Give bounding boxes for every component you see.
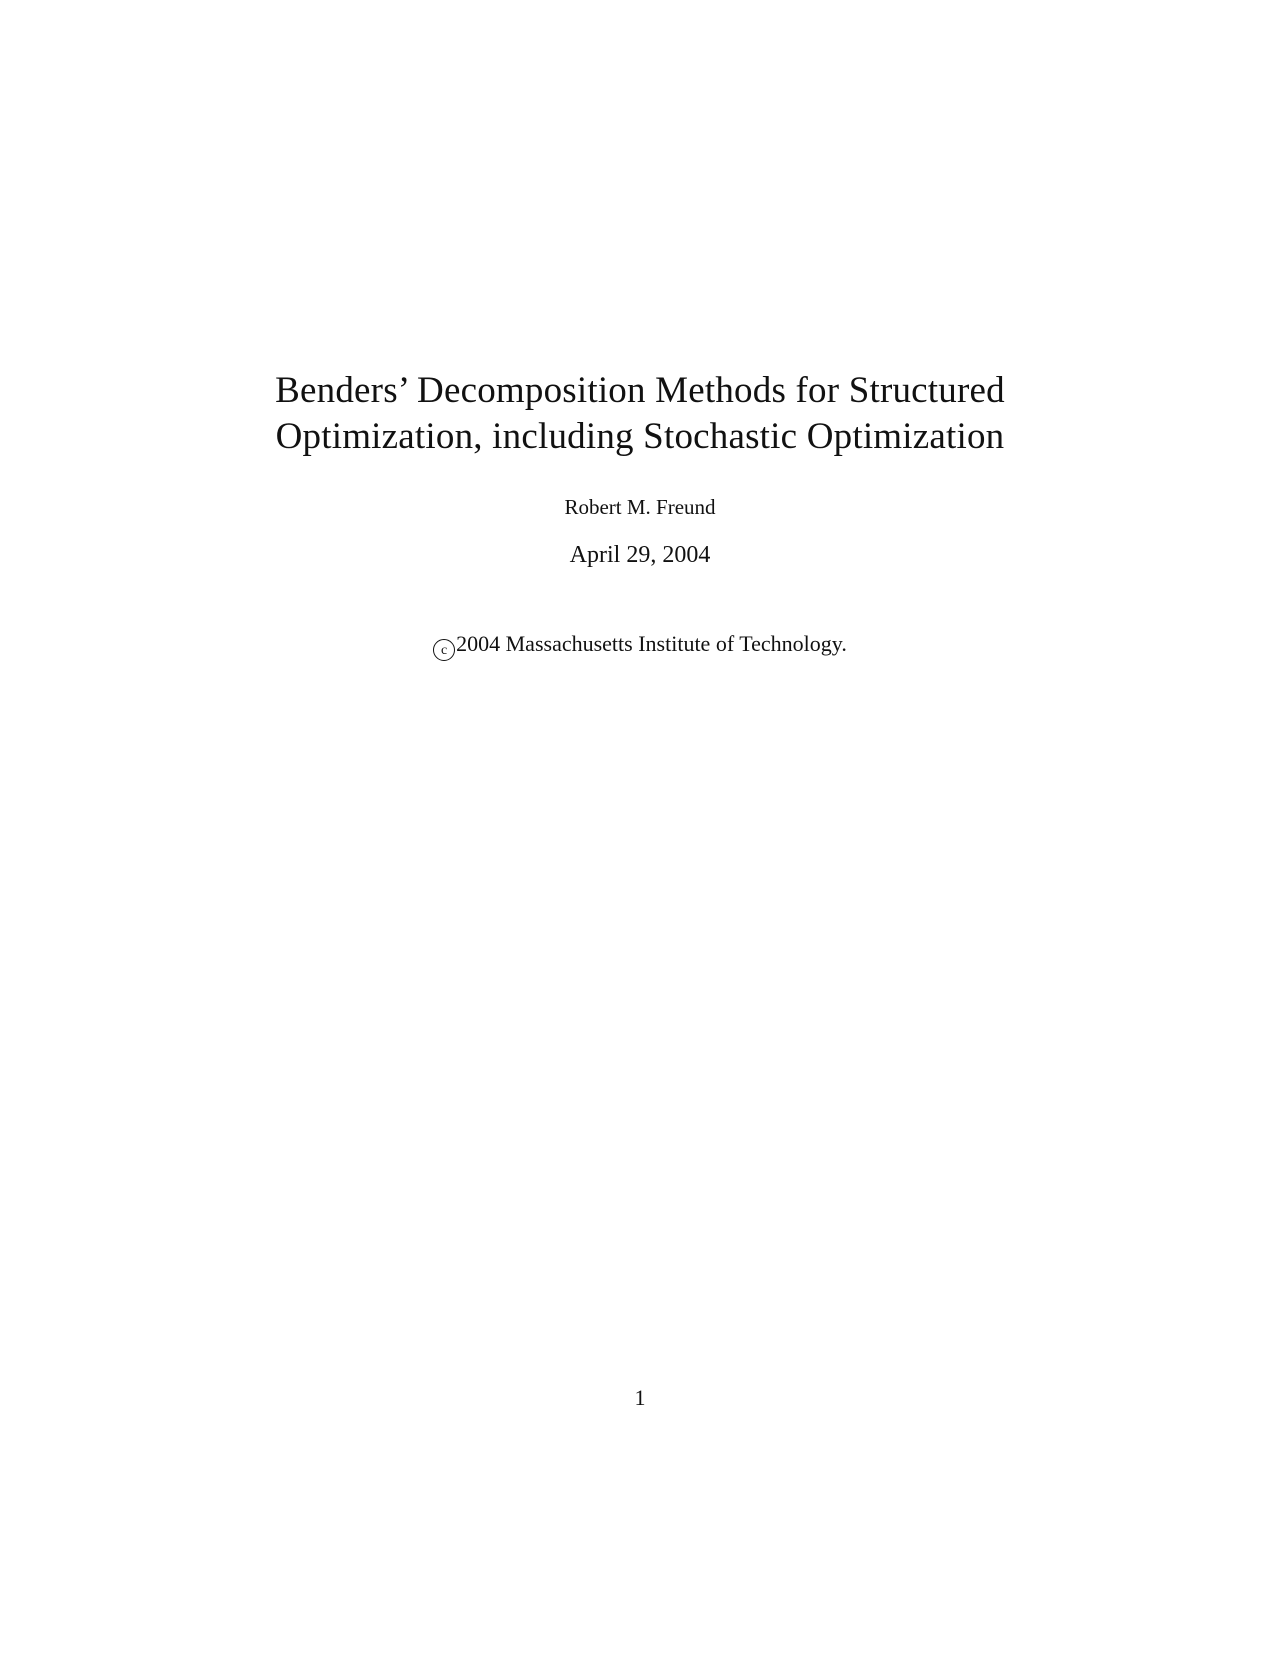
title-line-1: Benders’ Decomposition Methods for Structured <box>275 370 1005 411</box>
copyright-notice <box>0 630 1280 661</box>
copyright-text: 2004 Massachusetts Institute of Technology. <box>456 631 847 656</box>
title-line-2: Optimization, including Stochastic Optimization <box>275 416 1005 457</box>
author-name: Robert M. Freund <box>564 495 716 519</box>
page-number: 1 <box>634 1385 646 1410</box>
document-title <box>0 368 1280 460</box>
document-date: April 29, 2004 <box>569 542 711 568</box>
copyright-icon: c <box>433 639 455 661</box>
